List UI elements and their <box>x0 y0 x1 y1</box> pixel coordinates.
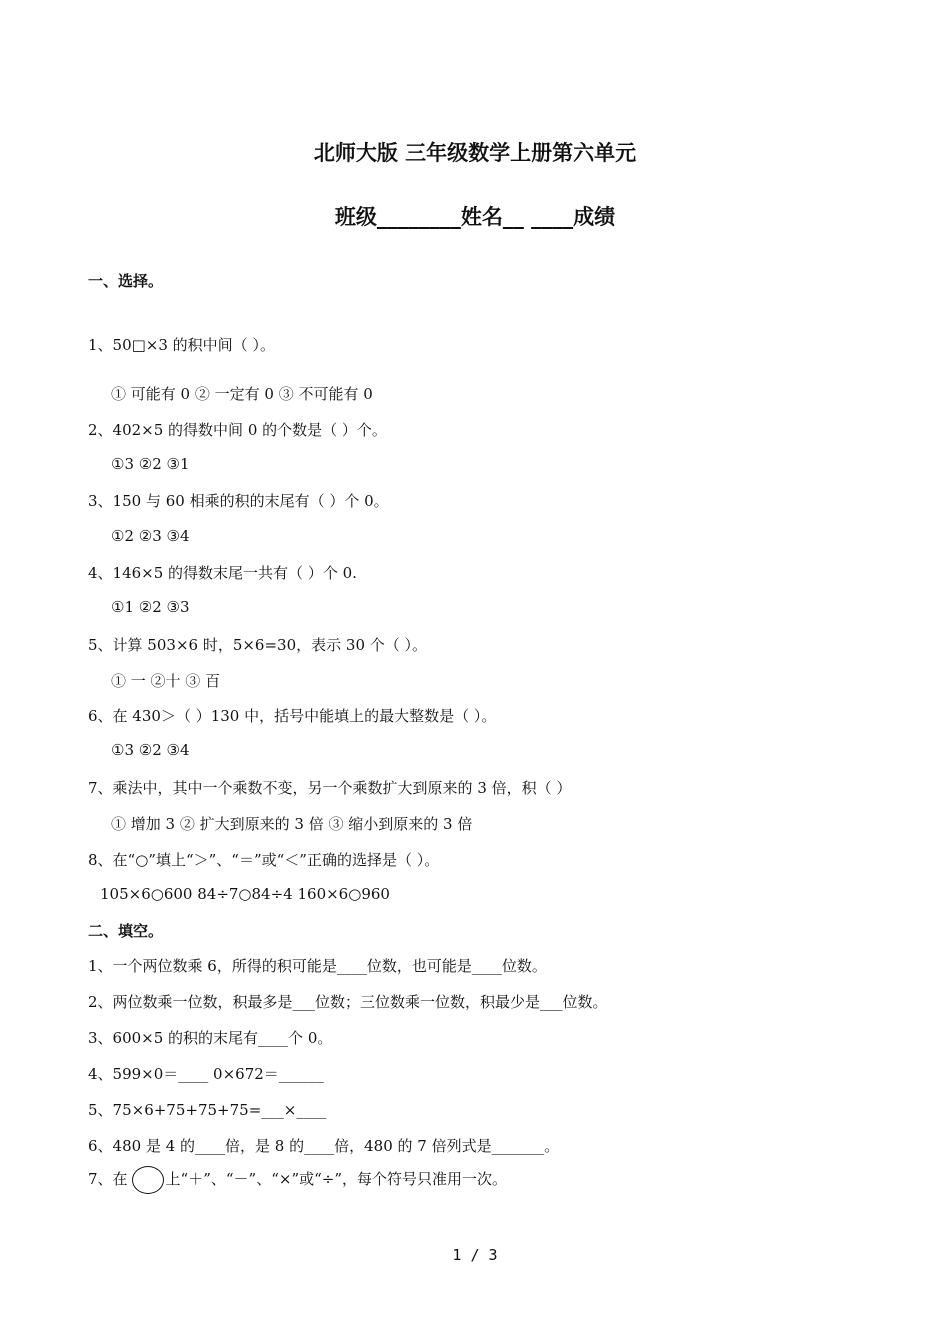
option-line: ① 增加 3 ② 扩大到原来的 3 倍 ③ 缩小到原来的 3 倍 <box>111 815 473 833</box>
page-indicator: 1 / 3 <box>452 1246 498 1264</box>
option-line: ① 一 ②十 ③ 百 <box>111 672 221 690</box>
section-heading-fill: 二、填空。 <box>88 922 164 940</box>
option-line: ① 可能有 0 ② 一定有 0 ③ 不可能有 0 <box>111 385 373 403</box>
question-line: 2、402×5 的得数中间 0 的个数是（ ）个。 <box>88 421 387 439</box>
question-line: 5、计算 503×6 时，5×6=30，表示 30 个（ ）。 <box>88 636 428 654</box>
question-line: 6、在 430＞（ ）130 中，括号中能填上的最大整数是（ ）。 <box>88 707 497 725</box>
section-heading-choice: 一、选择。 <box>88 272 164 290</box>
line7-prefix: 7、在 <box>88 1170 128 1188</box>
fill-question-line: 6、480 是 4 的____倍，是 8 的____倍，480 的 7 倍列式是_______。 <box>88 1137 560 1155</box>
fill-question-line: 1、一个两位数乘 6，所得的积可能是____位数，也可能是____位数。 <box>88 957 547 975</box>
fill-question-line: 4、599×0＝____ 0×672＝______ <box>88 1065 324 1083</box>
fill-question-line-7 <box>88 1166 507 1194</box>
option-line: ①1 ②2 ③3 <box>111 598 190 616</box>
circle-icon <box>132 1166 164 1194</box>
option-line: ①3 ②2 ③4 <box>111 741 190 759</box>
student-info-line: 班级________姓名__ ____成绩 <box>334 205 616 229</box>
option-line: ①3 ②2 ③1 <box>111 455 190 473</box>
question-line: 7、乘法中，其中一个乘数不变，另一个乘数扩大到原来的 3 倍，积（ ） <box>88 779 572 797</box>
question-line: 4、146×5 的得数末尾一共有（ ）个 0. <box>88 564 357 582</box>
fill-question-line: 5、75×6+75+75+75=___×____ <box>88 1101 327 1119</box>
question-line: 1、50□×3 的积中间（ ）。 <box>88 336 275 354</box>
page-title: 北师大版 三年级数学上册第六单元 <box>313 141 637 165</box>
fill-question-line: 2、两位数乘一位数，积最多是___位数；三位数乘一位数，积最少是___位数。 <box>88 993 608 1011</box>
option-line: ①2 ②3 ③4 <box>111 527 190 545</box>
line7-suffix: 上“＋”、“－”、“×”或“÷”，每个符号只准用一次。 <box>165 1170 508 1188</box>
question-line: 3、150 与 60 相乘的积的末尾有（ ）个 0。 <box>88 492 389 510</box>
fill-question-line: 3、600×5 的积的末尾有____个 0。 <box>88 1029 333 1047</box>
comparison-line: 105×6○600 84÷7○84÷4 160×6○960 <box>100 885 390 903</box>
question-line: 8、在“○”填上“＞”、“＝”或“＜”正确的选择是（ ）。 <box>88 851 440 869</box>
